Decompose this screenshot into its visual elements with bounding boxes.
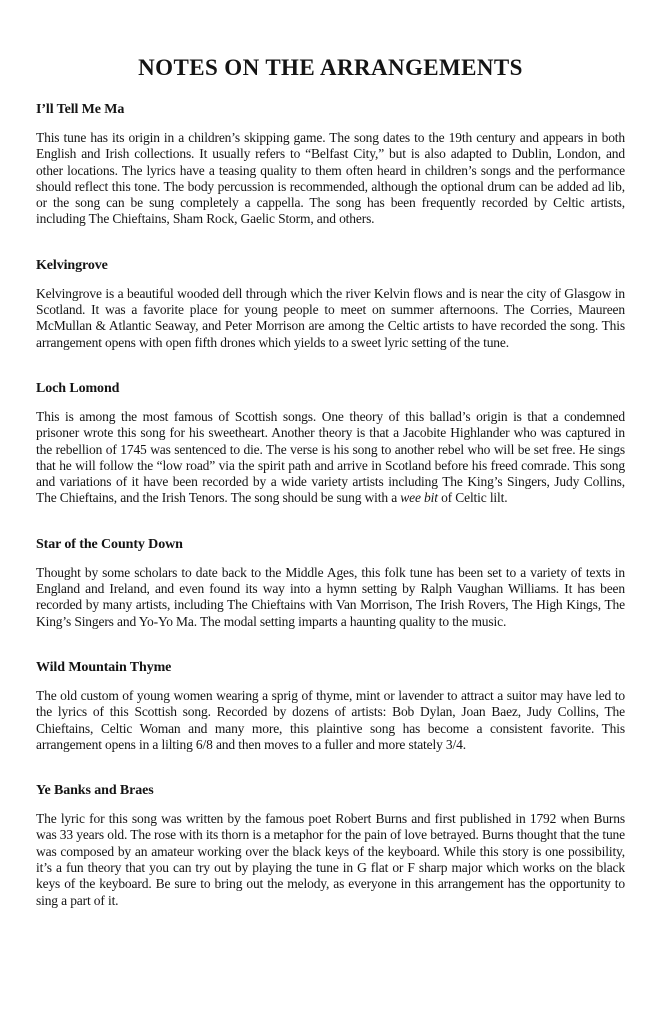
section-heading: Star of the County Down bbox=[36, 536, 183, 552]
paragraph-text: of Celtic lilt. bbox=[437, 490, 508, 506]
section-paragraph bbox=[36, 409, 625, 507]
paragraph-text: This tune has its origin in a children’s skipping game. The song dates to the 19th century and appears in both English and Irish collections. It usually refers to “Belfast City,” but is also adapted to Dublin, London, and other locations. The lyrics have a teasing quality to them often heard in children’s songs and the performance should reflect this tone. The body percussion is recommended, although the optional drum can be added ad lib, or the song can be sung completely a cappella. The song has been frequently recorded by Celtic artists, including The Chieftains, Sham Rock, Gaelic Storm, and others. bbox=[36, 130, 625, 227]
section-heading: Loch Lomond bbox=[36, 380, 120, 396]
section-paragraph bbox=[36, 811, 625, 909]
section-heading: I’ll Tell Me Ma bbox=[36, 102, 125, 117]
page-title: NOTES ON THE ARRANGEMENTS bbox=[138, 55, 523, 80]
section-heading: Kelvingrove bbox=[36, 257, 108, 273]
section-paragraph bbox=[36, 565, 625, 630]
paragraph-text: Kelvingrove is a beautiful wooded dell through which the river Kelvin flows and is near the city of Glasgow in Scotland. It was a favorite place for young people to meet on summer afternoons. The Corries, Maureen McMullan & Atlantic Seaway, and Peter Morrison are among the Celtic artists to have recorded the song. This arrangement opens with open fifth drones which yields to a sweet lyric setting of the tune. bbox=[36, 285, 625, 350]
section-paragraph bbox=[36, 130, 625, 228]
paragraph-text: The lyric for this song was written by the famous poet Robert Burns and first published in 1792 when Burns was 33 years old. The rose with its thorn is a metaphor for the pain of love betrayed. Burns thought that the tune was composed by an amateur working over the black keys of the keyboard. While this story is one possibility, it’s a fun theory that you can try out by playing the tune in G flat or F sharp major which works on the black keys of the keyboard. Be sure to bring out the melody, as everyone in this arrangement has the opportunity to sing a part of it. bbox=[36, 811, 625, 908]
section-heading: Ye Banks and Braes bbox=[36, 783, 154, 799]
section-ill-tell-me-ma bbox=[36, 101, 625, 228]
section-wild-mountain-thyme bbox=[36, 659, 625, 753]
section-heading: Wild Mountain Thyme bbox=[36, 659, 172, 675]
section-loch-lomond bbox=[36, 380, 625, 507]
section-star-of-the-county-down bbox=[36, 536, 625, 630]
paragraph-text-italic: wee bit bbox=[400, 490, 438, 506]
section-paragraph bbox=[36, 688, 625, 753]
paragraph-text: Thought by some scholars to date back to the Middle Ages, this folk tune has been set to a variety of texts in England and Ireland, and even found its way into a hymn setting by Ralph Vaughan Williams. It has been recorded by many artists, including The Chieftains with Van Morrison, The Irish Rovers, The High Kings, The King’s Singers and Yo-Yo Ma. The modal setting imparts a haunting quality to the music. bbox=[36, 564, 625, 629]
paragraph-text: This is among the most famous of Scottish songs. One theory of this ballad’s origin is that a condemned prisoner wrote this song for his sweetheart. Another theory is that a Jacobite Highlander who was captured in the rebellion of 1745 was sentenced to die. The verse is his song to another rebel who will be set free. He sings that he will follow the “low road” via the spirit path and arrive in Scotland before his freed comrade. This song and variations of it have been recorded by a wide variety artists including The King’s Singers, Judy Collins, The Chieftains, and the Irish Tenors. The song should be sung with a bbox=[36, 408, 625, 506]
section-kelvingrove bbox=[36, 257, 625, 351]
paragraph-text: The old custom of young women wearing a sprig of thyme, mint or lavender to attract a suitor may have led to the lyrics of this Scottish song. Recorded by dozens of artists: Bob Dylan, Joan Baez, Judy Collins, The Chieftains, Celtic Woman and many more, this plaintive song has become a consistent favorite. This arrangement opens in a lilting 6/8 and then moves to a fuller and more stately 3/4. bbox=[36, 687, 625, 752]
section-paragraph bbox=[36, 286, 625, 351]
section-ye-banks-and-braes bbox=[36, 782, 625, 909]
